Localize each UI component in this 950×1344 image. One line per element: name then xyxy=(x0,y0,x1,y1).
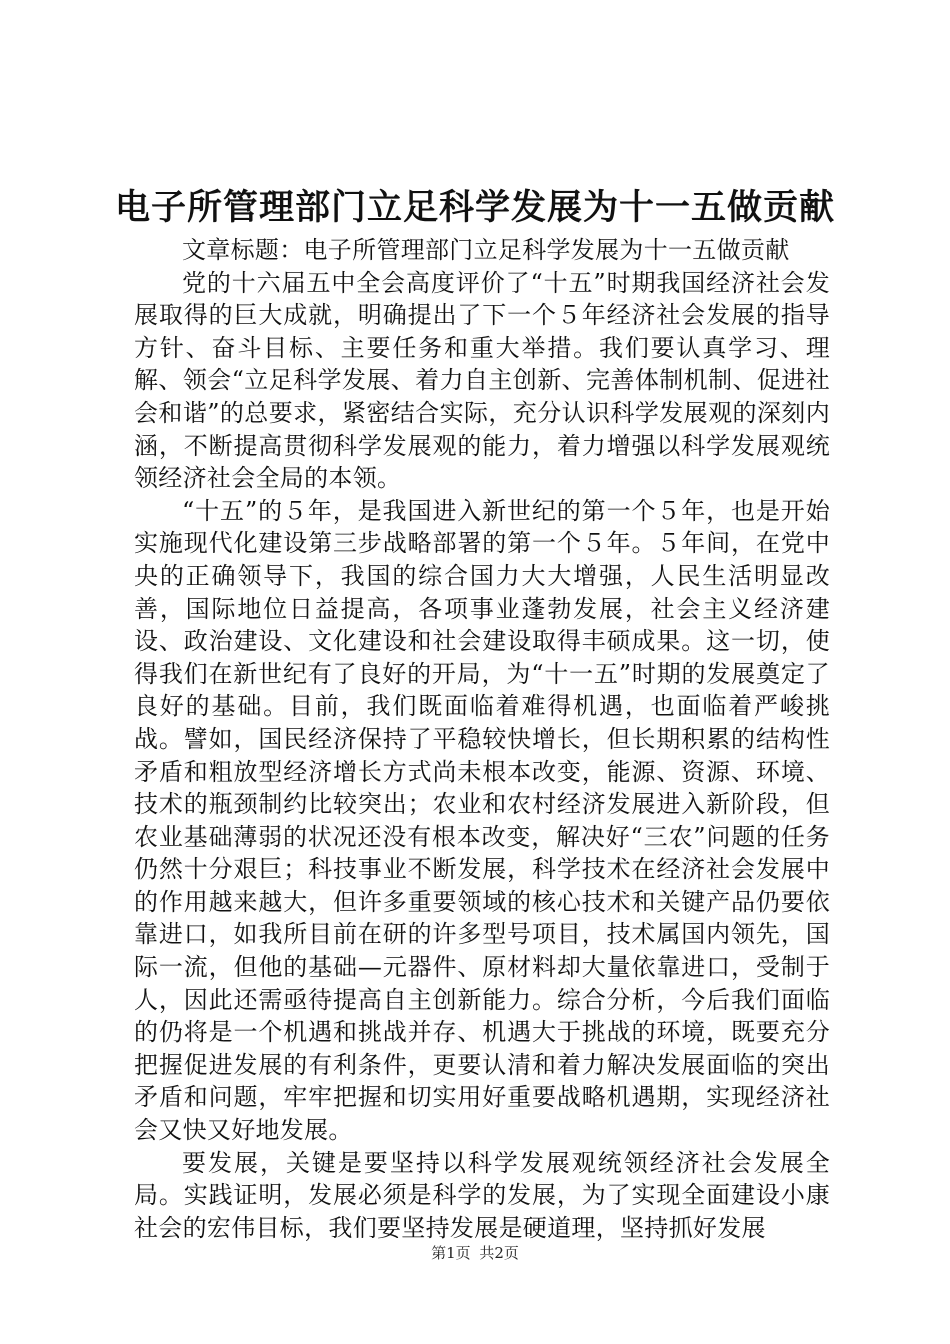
paragraph-2: “十五”的５年，是我国进入新世纪的第一个５年，也是开始实施现代化建设第三步战略部署的第一个５年。５年间，在党中央的正确领导下，我国的综合国力大大增强，人民生活明显改善，国际地位日益提高，各项事业蓬勃发展，社会主义经济建设、政治建设、文化建设和社会建设取得丰硕成果。这一切，使得我们在新世纪有了良好的开局，为“十一五”时期的发展奠定了良好的基础。目前，我们既面临着难得机遇，也面临着严峻挑战。譬如，国民经济保持了平稳较快增长，但长期积累的结构性矛盾和粗放型经济增长方式尚未根本改变，能源、资源、环境、技术的瓶颈制约比较突出；农业和农村经济发展进入新阶段，但农业基础薄弱的状况还没有根本改变，解决好“三农”问题的任务仍然十分艰巨；科技事业不断发展，科学技术在经济社会发展中的作用越来越大，但许多重要领域的核心技术和关键产品仍要依靠进口，如我所目前在研的许多型号项目，技术属国内领先，国际一流，但他的基础—元器件、原材料却大量依靠进口，受制于人，因此还需亟待提高自主创新能力。综合分析，今后我们面临的仍将是一个机遇和挑战并存、机遇大于挑战的环境，既要充分把握促进发展的有利条件，更要认清和着力解决发展面临的突出矛盾和问题，牢牢把握和切实用好重要战略机遇期，实现经济社会又快又好地发展。 xyxy=(134,496,830,1145)
page-footer xyxy=(0,1243,950,1263)
document-body xyxy=(134,234,830,1244)
paragraph-1: 党的十六届五中全会高度评价了“十五”时期我国经济社会发展取得的巨大成就，明确提出了下一个５年经济社会发展的指导方针、奋斗目标、主要任务和重大举措。我们要认真学习、理解、领会“立足科学发展、着力自主创新、完善体制机制、促进社会和谐”的总要求，紧密结合实际，充分认识科学发展观的深刻内涵，不断提高贯彻科学发展观的能力，着力增强以科学发展观统领经济社会全局的本领。 xyxy=(134,268,830,493)
page-total: 共2页 xyxy=(479,1244,519,1262)
paragraph-3: 要发展，关键是要坚持以科学发展观统领经济社会发展全局。实践证明，发展必须是科学的发展，为了实现全面建设小康社会的宏伟目标，我们要坚持发展是硬道理，坚持抓好发展 xyxy=(134,1148,830,1242)
page-number: 第1页 xyxy=(431,1244,471,1262)
document-title: 电子所管理部门立足科学发展为十一五做贡献 xyxy=(114,187,835,228)
article-heading-line: 文章标题：电子所管理部门立足科学发展为十一五做贡献 xyxy=(182,236,790,264)
